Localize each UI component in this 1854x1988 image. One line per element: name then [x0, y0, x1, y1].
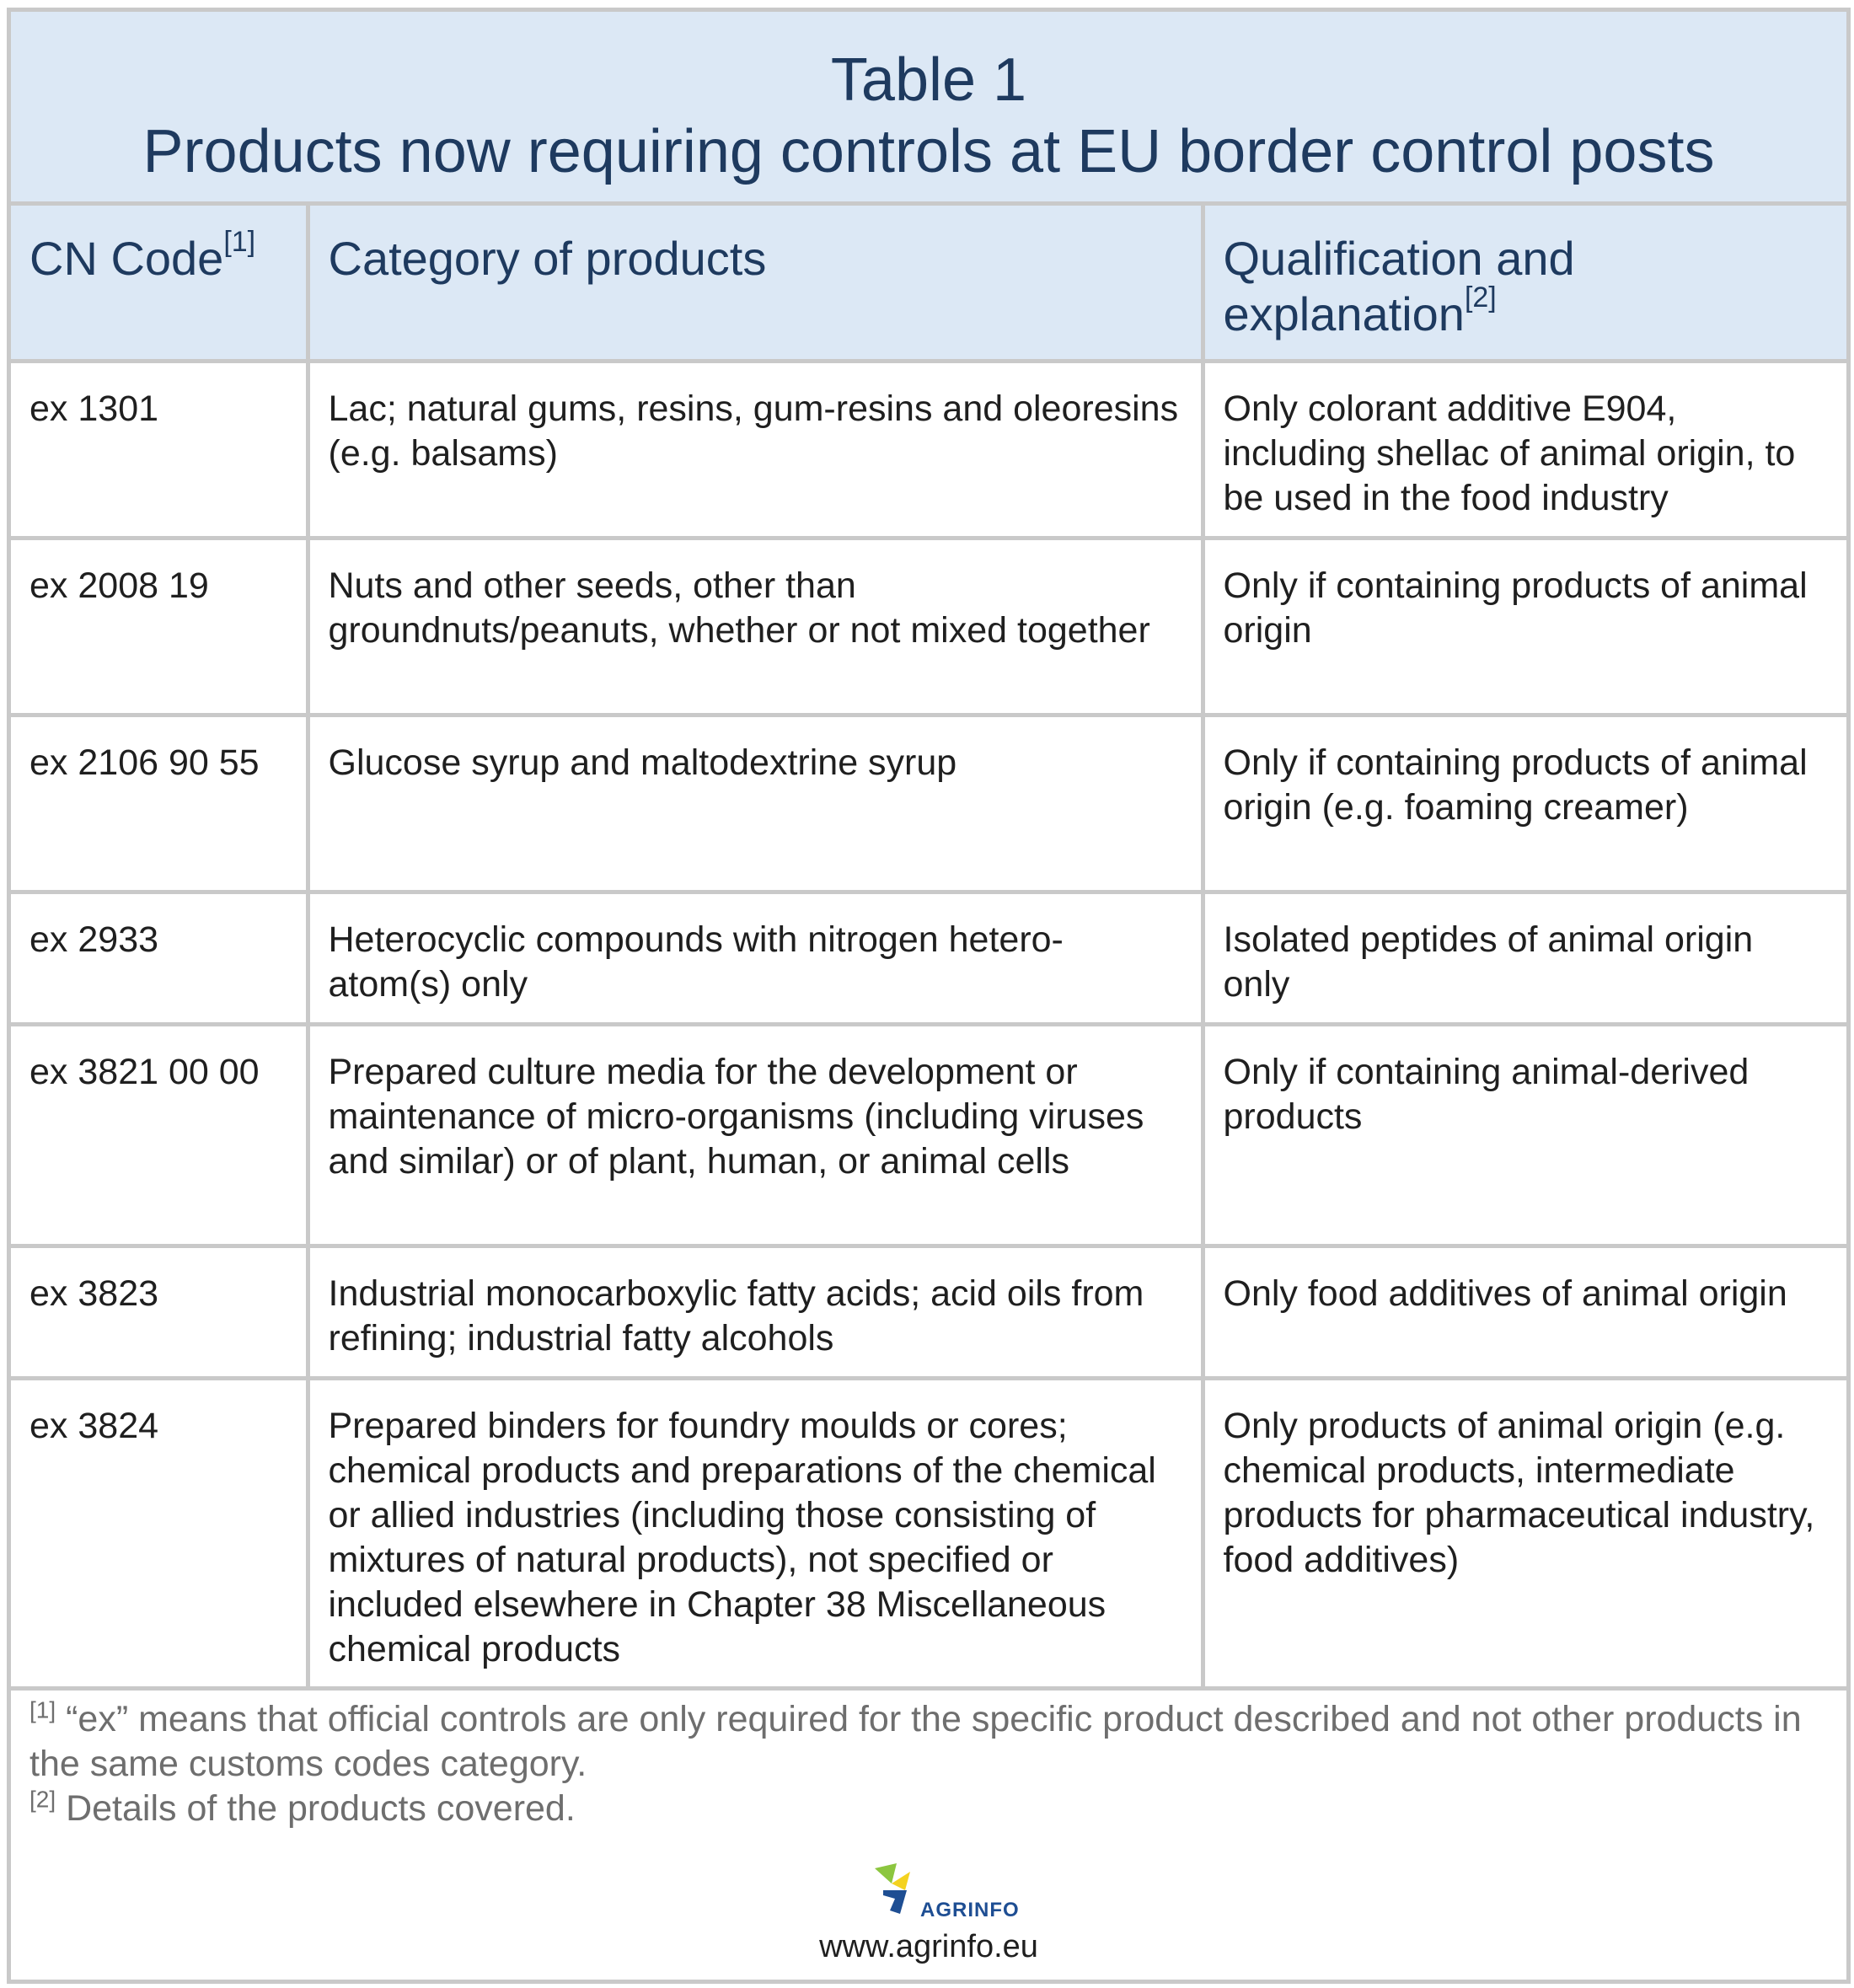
cell-qualification: Only food additives of animal origin — [1203, 1246, 1846, 1379]
cell-category: Industrial monocarboxylic fatty acids; acid oils from refining; industrial fatty alcohols — [308, 1246, 1203, 1379]
agrinfo-logo — [866, 1862, 1018, 1927]
header-cn-code — [11, 206, 308, 362]
footnote-1-text: “ex” means that official controls are only required for the specific product described and not other products in the same customs codes category. — [29, 1699, 1802, 1784]
cell-qualification: Only colorant additive E904, including shellac of animal origin, to be used in the food industry — [1203, 362, 1846, 539]
cell-qualification: Only products of animal origin (e.g. chemical products, intermediate products for pharmaceutical industry, food additives) — [1203, 1379, 1846, 1689]
website-url[interactable]: www.agrinfo.eu — [819, 1929, 1038, 1964]
cell-category: Prepared culture media for the development or maintenance of micro-organisms (including viruses and similar) or of plant, human, or animal cells — [308, 1025, 1203, 1246]
table-row — [11, 1025, 1846, 1246]
header-category — [308, 206, 1203, 362]
cell-cn-code: ex 3821 00 00 — [11, 1025, 308, 1246]
cell-cn-code: ex 2008 19 — [11, 539, 308, 715]
footnote-ref-1: [1] — [223, 226, 256, 259]
cell-category: Heterocyclic compounds with nitrogen hetero-atom(s) only — [308, 892, 1203, 1025]
logo-wordmark: AGRINFO — [920, 1899, 1020, 1921]
footnotes — [11, 1697, 1846, 1831]
cell-cn-code: ex 2933 — [11, 892, 308, 1025]
cell-cn-code: ex 1301 — [11, 362, 308, 539]
document-frame — [7, 8, 1851, 1984]
cell-cn-code: ex 3823 — [11, 1246, 308, 1379]
table-title-block — [11, 12, 1846, 206]
cell-category: Prepared binders for foundry moulds or cores; chemical products and preparations of the chemical or allied industries (including those consisting of mixtures of natural products), not specified or included elsewhere in Chapter 38 Miscellaneous chemical products — [308, 1379, 1203, 1689]
table-row — [11, 1246, 1846, 1379]
table-row — [11, 715, 1846, 892]
table-title: Table 1 — [830, 46, 1027, 114]
footnote-1 — [29, 1697, 1828, 1787]
cell-category: Glucose syrup and maltodextrine syrup — [308, 715, 1203, 892]
header-qualification-label: Qualification and explanation — [1223, 232, 1575, 340]
header-qualification — [1203, 206, 1846, 362]
products-table — [11, 206, 1846, 1691]
table-header-row — [11, 206, 1846, 362]
footnote-2-marker: [2] — [29, 1786, 56, 1813]
agrinfo-logo-icon — [866, 1862, 925, 1921]
table-row — [11, 892, 1846, 1025]
cell-qualification: Isolated peptides of animal origin only — [1203, 892, 1846, 1025]
footnote-2 — [29, 1787, 1828, 1831]
cell-category: Lac; natural gums, resins, gum-resins and oleoresins (e.g. balsams) — [308, 362, 1203, 539]
cell-cn-code: ex 3824 — [11, 1379, 308, 1689]
footnote-1-marker: [1] — [29, 1696, 56, 1723]
table-row — [11, 539, 1846, 715]
footnote-ref-2: [2] — [1464, 281, 1497, 314]
cell-category: Nuts and other seeds, other than groundnuts/peanuts, whether or not mixed together — [308, 539, 1203, 715]
cell-qualification: Only if containing products of animal origin (e.g. foaming creamer) — [1203, 715, 1846, 892]
footnote-2-text: Details of the products covered. — [56, 1788, 576, 1829]
header-cn-code-label: CN Code — [29, 232, 224, 285]
table-row — [11, 362, 1846, 539]
table-subtitle: Products now requiring controls at EU border control posts — [142, 118, 1715, 185]
cell-cn-code: ex 2106 90 55 — [11, 715, 308, 892]
table-row — [11, 1379, 1846, 1689]
header-category-label: Category of products — [328, 232, 767, 285]
cell-qualification: Only if containing products of animal origin — [1203, 539, 1846, 715]
cell-qualification: Only if containing animal-derived products — [1203, 1025, 1846, 1246]
